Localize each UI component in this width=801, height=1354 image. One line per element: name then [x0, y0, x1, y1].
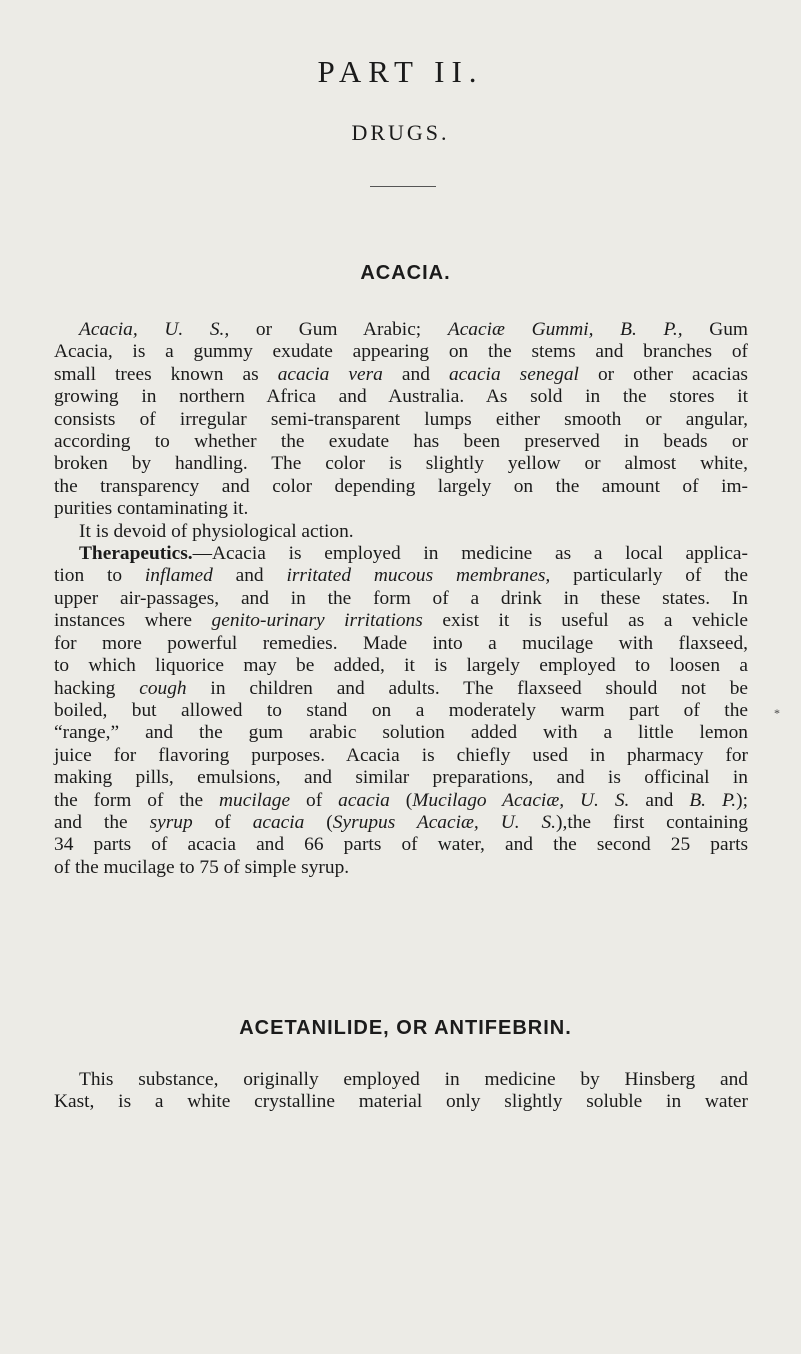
text-line — [54, 453, 748, 475]
italic-term: Acacia, U. S., — [79, 319, 230, 340]
text-run: or other acacias — [578, 363, 748, 385]
text-run: broken by handling. The color is slightly yellow or almost white, — [54, 453, 748, 475]
text-line — [54, 700, 748, 722]
text-run: the form of the — [54, 789, 220, 811]
text-line — [54, 655, 748, 677]
text-run: upper air-passages, and in the form of a drink in these states. In — [54, 587, 748, 609]
italic-term: syrup — [149, 811, 193, 833]
text-run: of the mucilage to 75 of simple syrup. — [54, 856, 350, 878]
title-rule — [370, 186, 436, 187]
text-line — [54, 722, 748, 744]
margin-mark: * — [774, 706, 780, 720]
text-run: particularly of the — [550, 565, 748, 587]
text-line — [54, 521, 748, 543]
text-run: in children and adults. The flaxseed should not be — [186, 677, 748, 699]
text-run: and — [212, 565, 287, 587]
acacia-paragraph-action — [54, 521, 748, 543]
text-run: making pills, emulsions, and similar preparations, and is officinal in — [54, 767, 748, 789]
text-run: and the — [54, 811, 150, 833]
text-line — [54, 1069, 748, 1091]
acacia-text — [54, 319, 748, 879]
text-run: ); — [736, 789, 749, 811]
part-title: PART II. — [317, 54, 484, 89]
text-line — [54, 745, 748, 767]
text-run: instances where — [54, 610, 212, 632]
italic-term: acacia vera — [277, 363, 383, 385]
text-line — [54, 1091, 748, 1113]
acacia-paragraph-therapeutics — [54, 543, 748, 879]
text-run: ( — [389, 789, 413, 811]
text-line — [54, 610, 748, 632]
section-heading-acacia: ACACIA. — [360, 262, 451, 284]
text-run: to which liquorice may be added, it is largely employed to loosen a — [54, 655, 748, 677]
text-run: the transparency and color depending largely on the amount of im- — [54, 475, 748, 497]
text-run: Kast, is a white crystalline material only slightly soluble in water — [54, 1091, 748, 1113]
text-run: hacking — [54, 677, 140, 699]
acetanilide-text — [54, 1069, 748, 1114]
text-run: and — [382, 363, 449, 385]
italic-term: irritated mucous membranes, — [286, 565, 551, 587]
text-run: boiled, but allowed to stand on a moderately warm part of the — [54, 699, 748, 721]
text-run: of — [192, 811, 253, 833]
text-line — [54, 319, 748, 341]
text-run: “range,” and the gum arabic solution added with a little lemon — [54, 722, 748, 744]
text-run: Gum — [682, 319, 748, 340]
text-line — [54, 364, 748, 386]
text-line — [54, 857, 748, 879]
text-run: ( — [304, 811, 333, 833]
italic-term: B. P. — [689, 789, 737, 811]
text-run: small trees known as — [54, 363, 278, 385]
text-run: growing in northern Africa and Australia. As sold in the stores it — [54, 386, 748, 408]
italic-term: genito-urinary irritations — [211, 610, 423, 632]
text-run: according to whether the exudate has been preserved in beads or — [54, 431, 748, 453]
text-run: It is devoid of physiological action. — [79, 520, 354, 542]
text-run: Acacia, is a gummy exudate appearing on the stems and branches of — [54, 341, 748, 363]
text-line — [54, 633, 748, 655]
drugs-title: DRUGS. — [351, 120, 450, 145]
italic-term: cough — [139, 677, 187, 699]
text-run: purities contaminating it. — [54, 498, 249, 520]
text-line — [54, 431, 748, 453]
text-line — [54, 790, 748, 812]
acacia-paragraph-description — [54, 319, 748, 521]
text-line — [54, 834, 748, 856]
text-run: juice for flavoring purposes. Acacia is chiefly used in pharmacy for — [54, 744, 748, 766]
text-line — [54, 812, 748, 834]
text-line — [54, 498, 748, 520]
text-line — [54, 341, 748, 363]
text-run: tion to — [54, 565, 145, 587]
italic-term: inflamed — [144, 565, 213, 587]
text-line — [54, 476, 748, 498]
text-run: —Acacia is employed in medicine as a local applica- — [192, 543, 748, 565]
text-line — [54, 543, 748, 565]
text-run: 34 parts of acacia and 66 parts of water, and the second 25 parts — [54, 834, 748, 856]
text-run: and — [629, 789, 690, 811]
text-run: of — [290, 789, 339, 811]
italic-term: acacia senegal — [448, 363, 579, 385]
text-line — [54, 565, 748, 587]
italic-term: Mucilago Acaciæ, U. S. — [412, 789, 630, 811]
italic-term: Acaciæ Gummi, B. P., — [447, 319, 683, 340]
text-run: exist it is useful as a vehicle — [422, 610, 748, 632]
text-run: ),the first containing — [556, 811, 748, 833]
text-line — [54, 588, 748, 610]
text-run: or Gum Arabic; — [229, 319, 448, 340]
text-line — [54, 409, 748, 431]
italic-term: Syrupus Acaciæ, U. S. — [332, 811, 557, 833]
text-run: for more powerful remedies. Made into a mucilage with flaxseed, — [54, 632, 748, 654]
section-heading-acetanilide: ACETANILIDE, OR ANTIFEBRIN. — [239, 1017, 572, 1039]
text-line — [54, 678, 748, 700]
italic-term: mucilage — [219, 789, 291, 811]
italic-term: acacia — [338, 789, 390, 811]
text-run: This substance, originally employed in medicine by Hinsberg and — [79, 1069, 748, 1090]
run-in-heading: Therapeutics. — [79, 543, 193, 565]
text-line — [54, 767, 748, 789]
italic-term: acacia — [252, 811, 305, 833]
text-line — [54, 386, 748, 408]
text-run: consists of irregular semi-transparent lumps either smooth or angular, — [54, 408, 748, 430]
acetanilide-paragraph-description — [54, 1069, 748, 1114]
